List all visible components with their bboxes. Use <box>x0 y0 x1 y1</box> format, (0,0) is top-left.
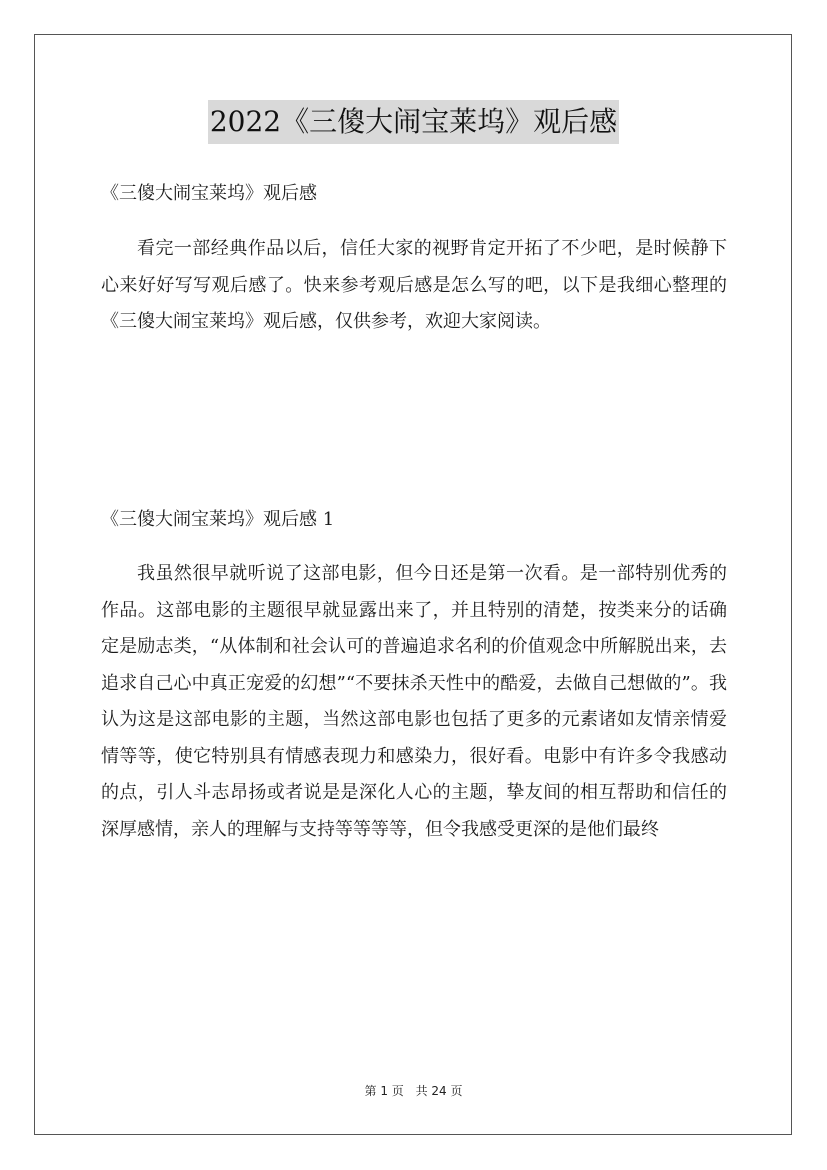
document-title: 2022《三傻大闹宝莱坞》观后感 <box>208 100 619 144</box>
intro-section <box>101 231 727 341</box>
page-total: 共 24 页 <box>415 1084 463 1098</box>
page-number: 第 1 页 <box>364 1084 404 1098</box>
body-section <box>101 556 727 848</box>
section-heading: 《三傻大闹宝莱坞》观后感 1 <box>101 509 335 530</box>
page-footer <box>0 1082 827 1099</box>
document-subtitle: 《三傻大闹宝莱坞》观后感 <box>101 183 317 204</box>
body-paragraph: 我虽然很早就听说了这部电影，但今日还是第一次看。是一部特别优秀的作品。这部电影的主题很早就显露出来了，并且特别的清楚，按类来分的话确定是励志类，“从体制和社会认可的普遍追求名利的价值观念中所解脱出来，去追求自己心中真正宠爱的幻想”“不要抹杀天性中的酷爱，去做自己想做的”。我认为这是这部电影的主题，当然这部电影也包括了更多的元素诸如友情亲情爱情等等，使它特别具有情感表现力和感染力，很好看。电影中有许多令我感动的点，引人斗志昂扬或者说是是深化人心的主题，挚友间的相互帮助和信任的深厚感情，亲人的理解与支持等等等等，但令我感受更深的是他们最终 <box>101 563 727 840</box>
intro-paragraph: 看完一部经典作品以后，信任大家的视野肯定开拓了不少吧，是时候静下心来好好写写观后感了。快来参考观后感是怎么写的吧，以下是我细心整理的《三傻大闹宝莱坞》观后感，仅供参考，欢迎大家阅读。 <box>101 238 727 332</box>
title-container <box>0 100 827 144</box>
